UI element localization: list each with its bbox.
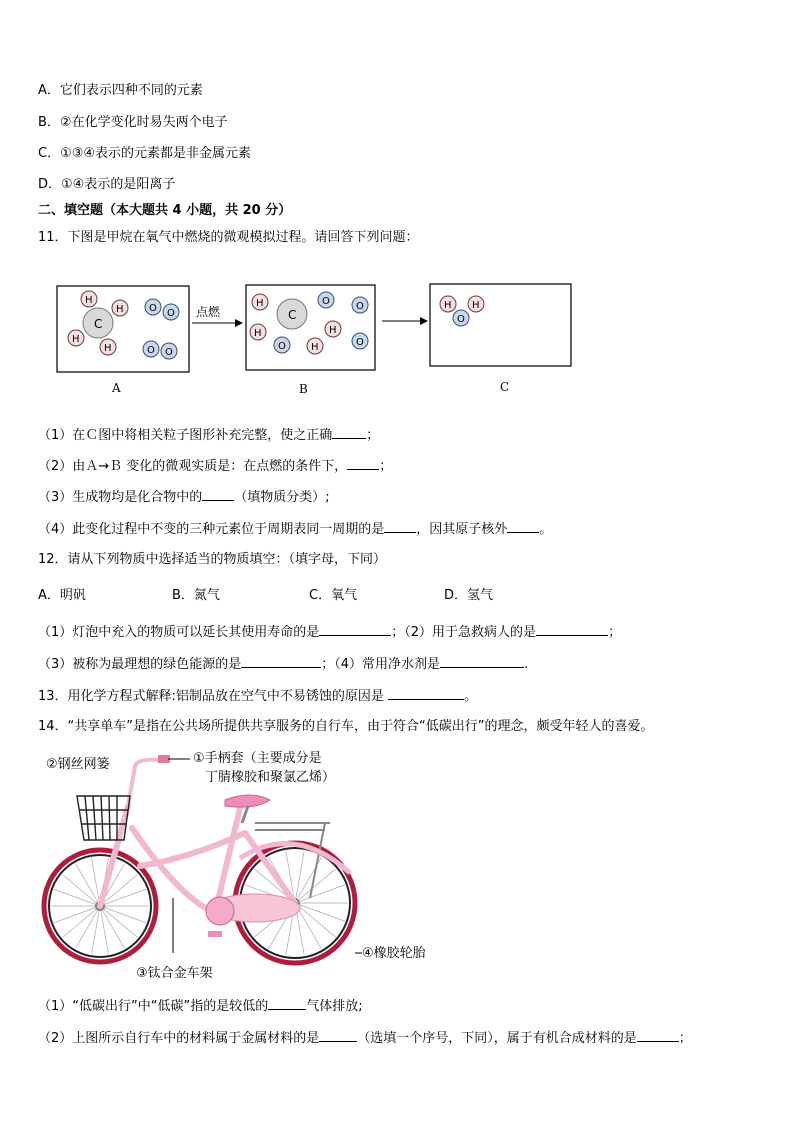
- svg-text:O: O: [356, 301, 364, 312]
- q11-p1: （1）在Ｃ图中将相关粒子图形补充完整，使之正确 ；: [38, 428, 380, 443]
- blank[interactable]: [384, 520, 416, 533]
- option-b: B．②在化学变化时易失两个电子: [38, 115, 228, 130]
- option-c: C．①③④表示的元素都是非金属元素: [38, 146, 252, 161]
- label-grip-1: ①手柄套（主要成分是: [193, 751, 322, 766]
- q11-p3: （3）生成物均是化合物中的 （填物质分类）;: [38, 490, 330, 505]
- svg-text:O: O: [167, 308, 175, 319]
- svg-text:H: H: [116, 304, 124, 315]
- svg-text:H: H: [311, 342, 319, 353]
- svg-text:H: H: [444, 300, 452, 311]
- blank[interactable]: [536, 623, 608, 636]
- q13: 13．用化学方程式解释:铝制品放在空气中不易锈蚀的原因是 。: [38, 689, 478, 704]
- svg-text:H: H: [472, 300, 480, 311]
- svg-text:C: C: [94, 317, 103, 331]
- svg-text:O: O: [147, 345, 155, 356]
- blank[interactable]: [319, 1029, 357, 1042]
- blank[interactable]: [637, 1029, 679, 1042]
- label-basket: ②钢丝网篓: [46, 757, 110, 772]
- svg-text:H: H: [85, 295, 93, 306]
- arrow-label: 点燃: [196, 305, 221, 319]
- svg-text:C: C: [288, 308, 297, 322]
- label-c: C: [500, 380, 510, 394]
- arrow-bc-head: [420, 317, 428, 325]
- q12-option-c: C．氧气: [309, 588, 358, 603]
- svg-text:H: H: [256, 298, 264, 309]
- arrow-ab-head: [235, 319, 243, 327]
- label-b: B: [299, 382, 308, 396]
- wheel-spoke: [100, 906, 146, 923]
- svg-text:H: H: [104, 343, 112, 354]
- wheel-spoke: [295, 885, 345, 903]
- blank[interactable]: [319, 623, 391, 636]
- q11-p4: （4）此变化过程中不变的三种元素位于周期表同一周期的是 ，因其原子核外 。: [38, 522, 553, 537]
- blank[interactable]: [440, 655, 524, 668]
- blank[interactable]: [332, 426, 366, 439]
- q12-option-b: B．氮气: [172, 588, 220, 603]
- svg-text:O: O: [356, 337, 364, 348]
- q12-option-a: A．明矾: [38, 588, 86, 603]
- q11-p2: （2）由Ａ→Ｂ 变化的微观实质是：在点燃的条件下， ；: [38, 459, 393, 474]
- blank[interactable]: [347, 457, 379, 470]
- svg-text:O: O: [457, 314, 465, 325]
- label-tire: ④橡胶轮胎: [362, 946, 426, 961]
- svg-text:O: O: [165, 347, 173, 358]
- blank[interactable]: [507, 520, 539, 533]
- svg-text:O: O: [149, 303, 157, 314]
- wheel-spoke: [295, 903, 336, 937]
- svg-text:H: H: [254, 328, 262, 339]
- svg-text:O: O: [322, 296, 330, 307]
- q14-stem: 14．“共享单车”是指在公共场所提供共享服务的自行车，由于符合“低碳出行”的理念，颇受年轻人的喜爱。: [38, 719, 654, 734]
- svg-text:O: O: [278, 341, 286, 352]
- q12-line2: （3）被称为最理想的绿色能源的是 ；（4）常用净水剂是 .: [38, 657, 529, 672]
- q12-line1: （1）灯泡中充入的物质可以延长其使用寿命的是 ；（2）用于急救病人的是 ；: [38, 625, 622, 640]
- q12-option-d: D．氢气: [444, 588, 494, 603]
- seat: [225, 795, 270, 807]
- blank[interactable]: [388, 687, 464, 700]
- q14-p1: （1）“低碳出行”中“低碳”指的是较低的 气体排放;: [38, 999, 363, 1014]
- section-title: 二、填空题（本大题共 4 小题，共 20 分）: [38, 203, 292, 218]
- blank[interactable]: [241, 655, 321, 668]
- svg-text:H: H: [329, 325, 337, 336]
- q11-stem: 11．下图是甲烷在氧气中燃烧的微观模拟过程。请回答下列问题：: [38, 230, 419, 245]
- q14-p2: （2）上图所示自行车中的材料属于金属材料的是 （选填一个序号，下同），属于有机合成材料的是 ；: [38, 1031, 692, 1046]
- reaction-diagram: [50, 278, 580, 378]
- label-frame: ③钛合金车架: [136, 966, 213, 981]
- pedal: [208, 931, 222, 937]
- wheel-spoke: [100, 906, 138, 937]
- wheel-spoke: [295, 903, 345, 921]
- crank: [206, 897, 234, 925]
- wheel-spoke: [62, 906, 100, 937]
- svg-text:H: H: [72, 334, 80, 345]
- handlebar: [128, 760, 160, 806]
- label-a: A: [112, 381, 121, 395]
- wheel-spoke: [54, 906, 100, 923]
- blank[interactable]: [268, 997, 306, 1010]
- q12-stem: 12．请从下列物质中选择适当的物质填空：（填字母，下同）: [38, 552, 387, 567]
- option-a: A．它们表示四种不同的元素: [38, 83, 203, 98]
- blank[interactable]: [202, 488, 234, 501]
- label-grip-2: 丁腈橡胶和聚氯乙烯）: [205, 770, 336, 785]
- wheel-spoke: [62, 875, 100, 906]
- wheel-spoke: [54, 889, 100, 906]
- option-d: D．①④表示的是阳离子: [38, 177, 176, 192]
